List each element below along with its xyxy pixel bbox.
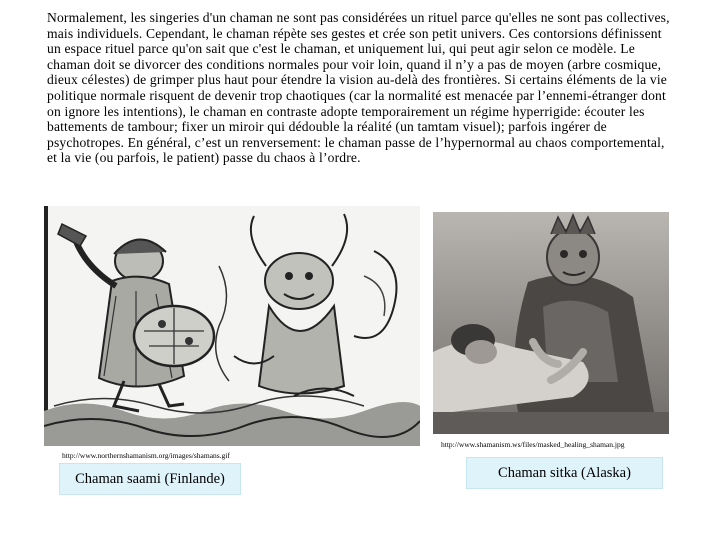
left-caption: Chaman saami (Finlande)	[59, 463, 241, 495]
sitka-shaman-photo	[433, 212, 669, 434]
saami-shaman-drawing	[44, 206, 420, 446]
right-image-source-url[interactable]: http://www.shamanism.ws/files/masked_healing_shaman.jpg	[441, 440, 625, 449]
left-image-source-url[interactable]: http://www.northernshamanism.org/images/shamans.gif	[62, 451, 230, 460]
sitka-shaman-photo-drawing	[433, 212, 669, 434]
body-paragraph: Normalement, les singeries d'un chaman ne sont pas considérées un rituel parce qu'elles ne sont pas collectives, mais individuels. Cependant, le chaman répète ses gestes et crée son petit univers. Ces contorsions définissent un espace rituel parce qu'on sait que c'est le chaman, et uniquement lui, qui peut agir selon ce modèle. Le chaman doit se divorcer des conditions normales pour voir loin, quand il n’y a pas de moyen (arbre cosmique, dieux célestes) de grimper plus haut pour étendre la vision au-delà des frontières. Si certains éléments de la vie politique normale risquent de devenir trop chaotiques (car la normalité est menacée par l’ennemi-étranger dont on ignore les intentions), le chaman en contraste adopte temporairement un régime hyperrigide: écouter les battements de tambour; fixer un miroir qui dédouble la réalité (un tamtam visuel); parfois ingérer de psychotropes. En général, c’est un renversement: le chaman passe de l’hypernormal au chaos comportemental, et la vie (ou parfois, le patient) passe du chaos à l’ordre.	[47, 10, 670, 166]
saami-shaman-illustration	[44, 206, 420, 446]
right-caption: Chaman sitka (Alaska)	[466, 457, 663, 489]
